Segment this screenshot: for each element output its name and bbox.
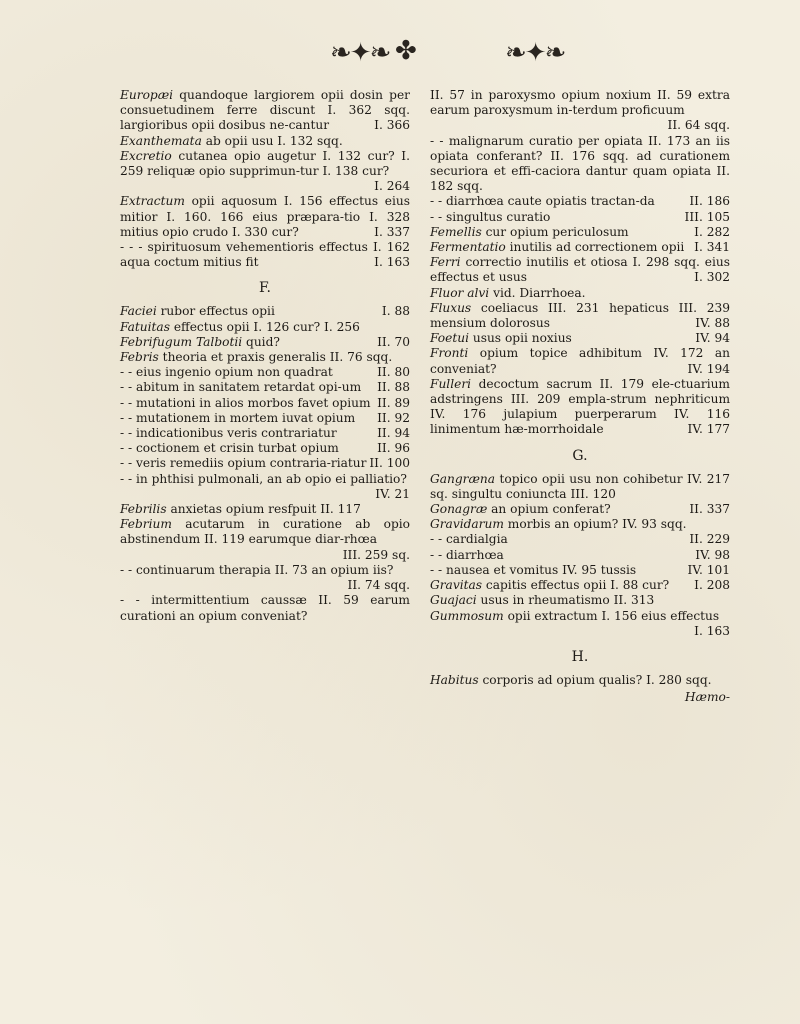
entry-text: - - malignarum curatio per opiata II. 173 an iis opiata conferant? II. 176 sqq. ad curationem securiora et effi-caciora dantur quam opiata II. 182 sqq. (430, 133, 730, 194)
entry-headword: Faciei (120, 304, 157, 319)
index-entry (120, 304, 410, 319)
entry-text: ab opii usu I. 132 sqq. (201, 133, 343, 148)
entry-headword: Fronti (430, 346, 469, 361)
entry-text: - - coctionem et crisin turbat opium (120, 441, 339, 456)
entry-text: quandoque largiorem opii dosin per consuetudinem ferre discunt I. 362 sqq. largioribus opii dosibus ne-cantur (120, 88, 410, 133)
entry-text: - - diarrhœa (430, 547, 504, 562)
page-reference: IV. 194 (687, 361, 730, 376)
entry-text: usus opii noxius (468, 331, 572, 346)
entry-text: - - diarrhœa caute opiatis tractan-da (430, 194, 655, 209)
entry-headword: Gravitas (430, 578, 483, 593)
index-entry (430, 472, 730, 502)
entry-text: morbis an opium? IV. 93 sqq. (503, 517, 687, 532)
index-column-right (430, 88, 730, 705)
page-reference: I. 341 (694, 240, 730, 255)
entry-text: - - mutationi in alios morbos favet opium (120, 395, 371, 410)
page-reference: II. 96 (377, 441, 410, 456)
page-reference: I. 337 (374, 224, 410, 239)
index-entry (120, 396, 410, 411)
page-reference: II. 89 (377, 395, 410, 410)
index-entry (120, 472, 410, 502)
page-reference: I. 163 (694, 623, 730, 638)
index-entry (430, 286, 730, 301)
index-entry (120, 411, 410, 426)
entry-headword: Europæi (120, 88, 174, 102)
entry-headword: Gangræna (430, 471, 496, 486)
entry-text: opii extractum I. 156 eius effectus (503, 608, 720, 623)
page-reference: III. 105 (684, 209, 730, 224)
index-entry (430, 88, 730, 134)
entry-headword: Fulleri (430, 376, 472, 391)
entry-text: corporis ad opium qualis? I. 280 sqq. (478, 672, 712, 687)
entry-headword: Gonagræ (430, 502, 488, 517)
page-reference: II. 74 sqq. (347, 578, 410, 593)
entry-text: topico opii usu non cohibetur IV. 217 sq. singultu coniuncta III. 120 (430, 471, 730, 501)
index-entry (120, 365, 410, 380)
page-reference: IV. 94 (695, 331, 730, 346)
entry-headword: Fatuitas (120, 319, 170, 334)
page-reference: IV. 21 (375, 486, 410, 501)
entry-headword: Habitus (430, 672, 479, 687)
index-entry (120, 593, 410, 623)
page-reference: II. 80 (377, 365, 410, 380)
entry-text: - - eius ingenio opium non quadrat (120, 365, 333, 380)
index-entry (120, 502, 410, 517)
index-entry (430, 346, 730, 376)
entry-text: - - in phthisi pulmonali, an ab opio ei palliatio? (120, 471, 407, 486)
entry-headword: Ferri (430, 255, 461, 270)
entry-text: - - continuarum therapia II. 73 an opium iis? (120, 562, 394, 577)
entry-text: opium topice adhibitum IV. 172 an conveniat? (430, 346, 730, 376)
page-reference: IV. 88 (695, 316, 730, 331)
index-entry (430, 377, 730, 438)
index-entry (120, 380, 410, 395)
entry-headword: Exanthemata (120, 133, 202, 148)
entry-headword: Guajaci (430, 593, 477, 608)
entry-headword: Femellis (430, 224, 482, 239)
index-entry (430, 517, 730, 532)
page-reference: IV. 177 (687, 422, 730, 437)
index-entry (120, 149, 410, 195)
entry-text: vid. Diarrhoea. (489, 285, 586, 300)
page-reference: IV. 98 (695, 547, 730, 562)
entry-headword: Fluxus (430, 300, 472, 315)
page-reference: II. 70 (377, 334, 410, 349)
index-entry (430, 134, 730, 195)
section-letter: G. (572, 447, 588, 464)
entry-headword: Extractum (120, 194, 185, 209)
entry-text: effectus opii I. 126 cur? I. 256 (169, 319, 360, 334)
index-entry (430, 301, 730, 331)
index-entry (120, 194, 410, 240)
entry-text: inutilis ad correctionem opii (505, 240, 685, 255)
page-reference: II. 64 sqq. (667, 118, 730, 133)
index-entry (430, 673, 730, 688)
entry-text: II. 57 in paroxysmo opium noxium II. 59 extra earum paroxysmum in-terdum proficuum (430, 88, 730, 118)
index-entry (120, 563, 410, 593)
fleuron-ornament-center: ✤ (395, 36, 415, 66)
page-reference: I. 282 (694, 224, 730, 239)
page-reference: I. 264 (374, 179, 410, 194)
catchword: Hæmo- (684, 690, 730, 705)
entry-text: acutarum in curatione ab opio abstinendum II. 119 earumque diar-rhœa (120, 517, 410, 547)
index-entry (430, 210, 730, 225)
page-reference: I. 366 (374, 118, 410, 133)
entry-headword: Febrifugum Talbotii (120, 334, 243, 349)
page-reference: II. 186 (689, 194, 730, 209)
index-entry (120, 350, 410, 365)
index-entry (430, 255, 730, 285)
entry-text: - - nausea et vomitus IV. 95 tussis (430, 562, 637, 577)
entry-headword: Foetui (430, 331, 469, 346)
fleuron-ornament-left: ❧✦❧ (330, 38, 390, 68)
index-entry (120, 240, 410, 270)
entry-text: - - singultus curatio (430, 209, 551, 224)
page-reference: II. 229 (689, 532, 730, 547)
page-reference: IV. 101 (687, 562, 730, 577)
entry-text: - - veris remediis opium contraria-riatur (120, 456, 367, 471)
index-entry (120, 335, 410, 350)
index-entry (430, 225, 730, 240)
page-reference: II. 88 (377, 380, 410, 395)
entry-headword: Gravidarum (430, 517, 504, 532)
entry-headword: Fluor alvi (430, 285, 490, 300)
fleuron-ornament-right: ❧✦❧ (505, 38, 565, 68)
section-letter: F. (259, 280, 271, 297)
index-entry (430, 548, 730, 563)
page-reference: I. 208 (694, 578, 730, 593)
entry-text: capitis effectus opii I. 88 cur? (482, 578, 670, 593)
entry-text: - - mutationem in mortem iuvat opium (120, 410, 356, 425)
section-letter: H. (571, 648, 589, 665)
entry-text: - - intermittentium caussæ II. 59 earum curationi an opium conveniat? (120, 593, 410, 623)
index-column-left (120, 88, 410, 624)
entry-text: anxietas opium resfpuit II. 117 (166, 502, 361, 517)
entry-text: - - abitum in sanitatem retardat opi-um (120, 380, 362, 395)
entry-headword: Fermentatio (430, 240, 506, 255)
entry-text: opii aquosum I. 156 effectus eius mitior I. 160. 166 eius præpara-tio I. 328 mitius opio crudo I. 330 cur? (120, 194, 410, 239)
page-reference: I. 163 (374, 255, 410, 270)
index-entry (430, 609, 730, 639)
index-entry (430, 240, 730, 255)
index-entry (430, 502, 730, 517)
page-reference: II. 100 (369, 456, 410, 471)
index-entry (120, 441, 410, 456)
entry-text: rubor effectus opii (156, 304, 275, 319)
entry-text: quid? (242, 334, 280, 349)
entry-text: - - cardialgia (430, 532, 508, 547)
index-entry (120, 88, 410, 134)
index-entry (120, 517, 410, 563)
index-entry (430, 563, 730, 578)
index-entry (120, 134, 410, 149)
index-entry (430, 331, 730, 346)
entry-text: - - - spirituosum vehementioris effectus I. 162 aqua coctum mitius fit (120, 240, 410, 270)
entry-headword: Febrilis (120, 502, 167, 517)
entry-text: coeliacus III. 231 hepaticus III. 239 mensium dolorosus (430, 300, 730, 331)
index-entry (120, 320, 410, 335)
page-reference: II. 337 (689, 502, 730, 517)
index-entry (120, 456, 410, 471)
page-reference: II. 94 (377, 426, 410, 441)
index-entry (430, 593, 730, 608)
index-entry (120, 426, 410, 441)
entry-text: cur opium periculosum (481, 224, 629, 239)
page-reference: III. 259 sq. (342, 547, 410, 562)
index-entry (430, 532, 730, 547)
entry-text: correctio inutilis et otiosa I. 298 sqq. eius effectus et usus (430, 255, 730, 285)
page-reference: I. 88 (381, 304, 410, 319)
entry-headword: Excretio (120, 148, 172, 163)
entry-text: cutanea opio augetur I. 132 cur? I. 259 reliquæ opio supprimun-tur I. 138 cur? (120, 148, 410, 179)
entry-headword: Febris (120, 350, 159, 365)
entry-headword: Gummosum (430, 608, 504, 623)
entry-text: an opium conferat? (487, 502, 611, 517)
entry-text: decoctum sacrum II. 179 ele-ctuarium adstringens III. 209 empla-strum nephriticum IV. 176 julapium puerperarum IV. 116 linimentum hæ-morrhoidale (430, 376, 730, 437)
header-ornaments (0, 36, 800, 85)
entry-text: theoria et praxis generalis II. 76 sqq. (158, 350, 393, 365)
index-entry (430, 578, 730, 593)
index-entry (430, 194, 730, 209)
entry-text: - - indicationibus veris contrariatur (120, 426, 337, 441)
entry-text: usus in rheumatismo II. 313 (476, 593, 655, 608)
entry-headword: Febrium (120, 517, 172, 532)
page-reference: I. 302 (694, 270, 730, 285)
page-reference: II. 92 (377, 410, 410, 425)
